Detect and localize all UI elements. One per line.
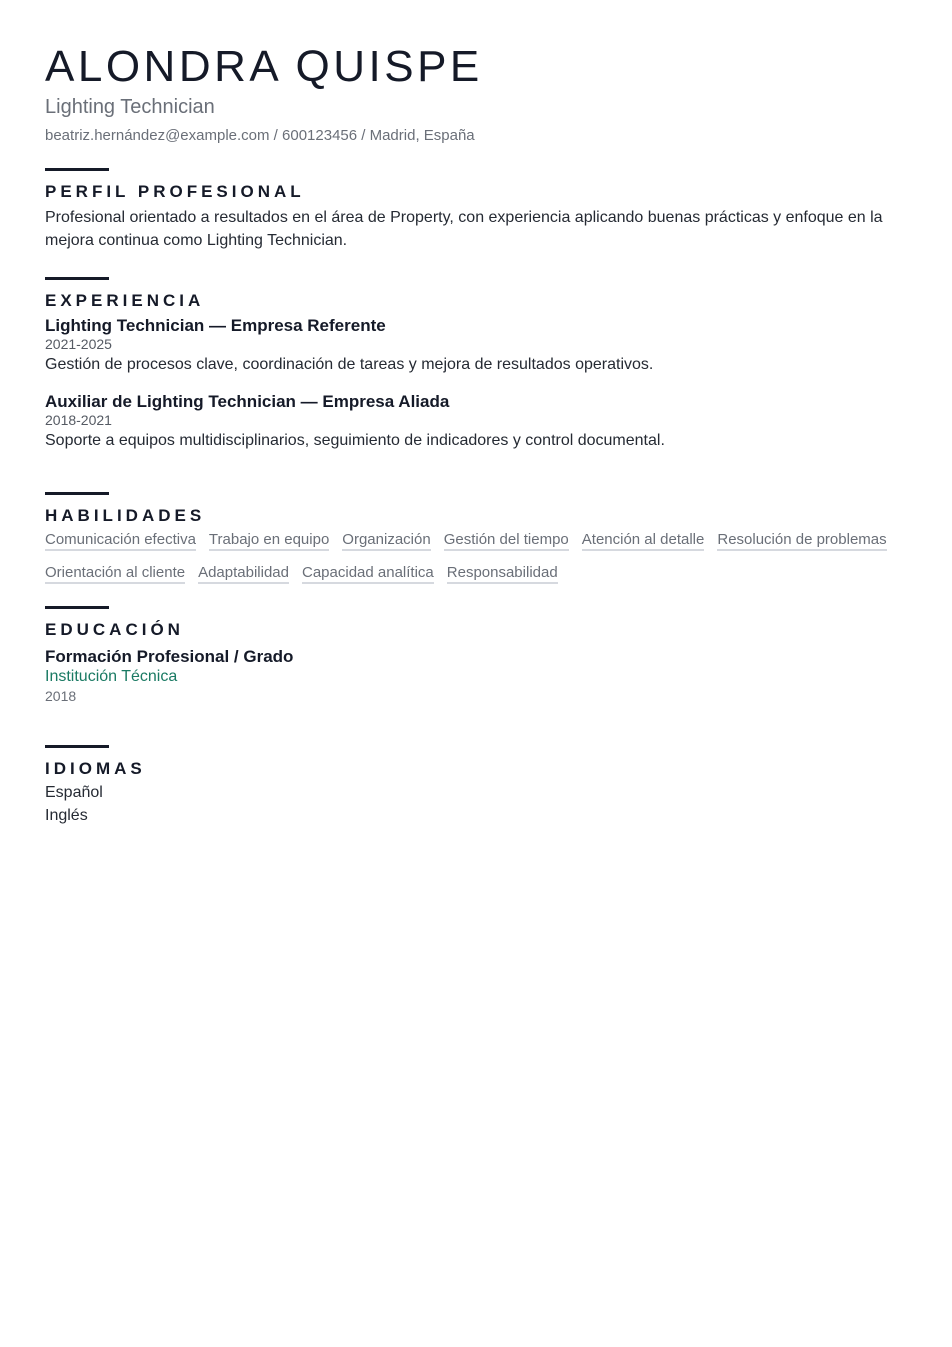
section-title-education: EDUCACIÓN bbox=[45, 620, 184, 639]
candidate-name: ALONDRA QUISPE bbox=[45, 42, 483, 91]
section-education bbox=[45, 606, 907, 706]
contact-line: beatriz.hernández@example.com / 600123456 / Madrid, España bbox=[45, 127, 475, 144]
section-languages bbox=[45, 745, 907, 827]
skill-tag: Comunicación efectiva bbox=[45, 531, 196, 551]
section-title-experience: EXPERIENCIA bbox=[45, 291, 205, 310]
job-description: Gestión de procesos clave, coordinación de tareas y mejora de resultados operativos. bbox=[45, 356, 654, 373]
profile-text: Profesional orientado a resultados en el área de Property, con experiencia aplicando buenas prácticas y enfoque en la mejora continua como Lighting Technician. bbox=[45, 209, 883, 249]
skill-tag: Organización bbox=[342, 531, 430, 551]
skill-tag: Trabajo en equipo bbox=[209, 531, 329, 551]
education-entry bbox=[45, 647, 907, 706]
section-skills bbox=[45, 492, 907, 597]
candidate-role: Lighting Technician bbox=[45, 96, 215, 118]
skill-tag: Responsabilidad bbox=[447, 564, 558, 584]
section-profile bbox=[45, 168, 907, 252]
job-entry bbox=[45, 391, 907, 452]
section-divider bbox=[45, 745, 109, 748]
job-dates: 2021-2025 bbox=[45, 336, 112, 352]
section-title-languages: IDIOMAS bbox=[45, 759, 146, 778]
section-divider bbox=[45, 168, 109, 171]
section-experience bbox=[45, 277, 907, 452]
job-description: Soporte a equipos multidisciplinarios, seguimiento de indicadores y control documental. bbox=[45, 432, 665, 449]
education-degree: Formación Profesional / Grado bbox=[45, 647, 294, 666]
section-divider bbox=[45, 277, 109, 280]
skills-list bbox=[45, 531, 907, 597]
job-dates: 2018-2021 bbox=[45, 412, 112, 428]
skill-tag: Atención al detalle bbox=[582, 531, 705, 551]
job-title: Lighting Technician — Empresa Referente bbox=[45, 316, 386, 335]
education-year: 2018 bbox=[45, 688, 77, 704]
job-title: Auxiliar de Lighting Technician — Empresa Aliada bbox=[45, 392, 450, 411]
section-title-profile: PERFIL PROFESIONAL bbox=[45, 182, 305, 201]
skill-tag: Resolución de problemas bbox=[717, 531, 886, 551]
language-item: Español bbox=[45, 784, 103, 801]
resume-header bbox=[45, 44, 907, 146]
section-divider bbox=[45, 606, 109, 609]
section-title-skills: HABILIDADES bbox=[45, 506, 206, 525]
languages-list bbox=[45, 781, 907, 827]
skill-tag: Orientación al cliente bbox=[45, 564, 185, 584]
skill-tag: Capacidad analítica bbox=[302, 564, 434, 584]
skill-tag: Gestión del tiempo bbox=[444, 531, 569, 551]
section-divider bbox=[45, 492, 109, 495]
education-institution: Institución Técnica bbox=[45, 668, 178, 685]
language-item: Inglés bbox=[45, 807, 88, 824]
job-entry bbox=[45, 315, 907, 376]
skill-tag: Adaptabilidad bbox=[198, 564, 289, 584]
